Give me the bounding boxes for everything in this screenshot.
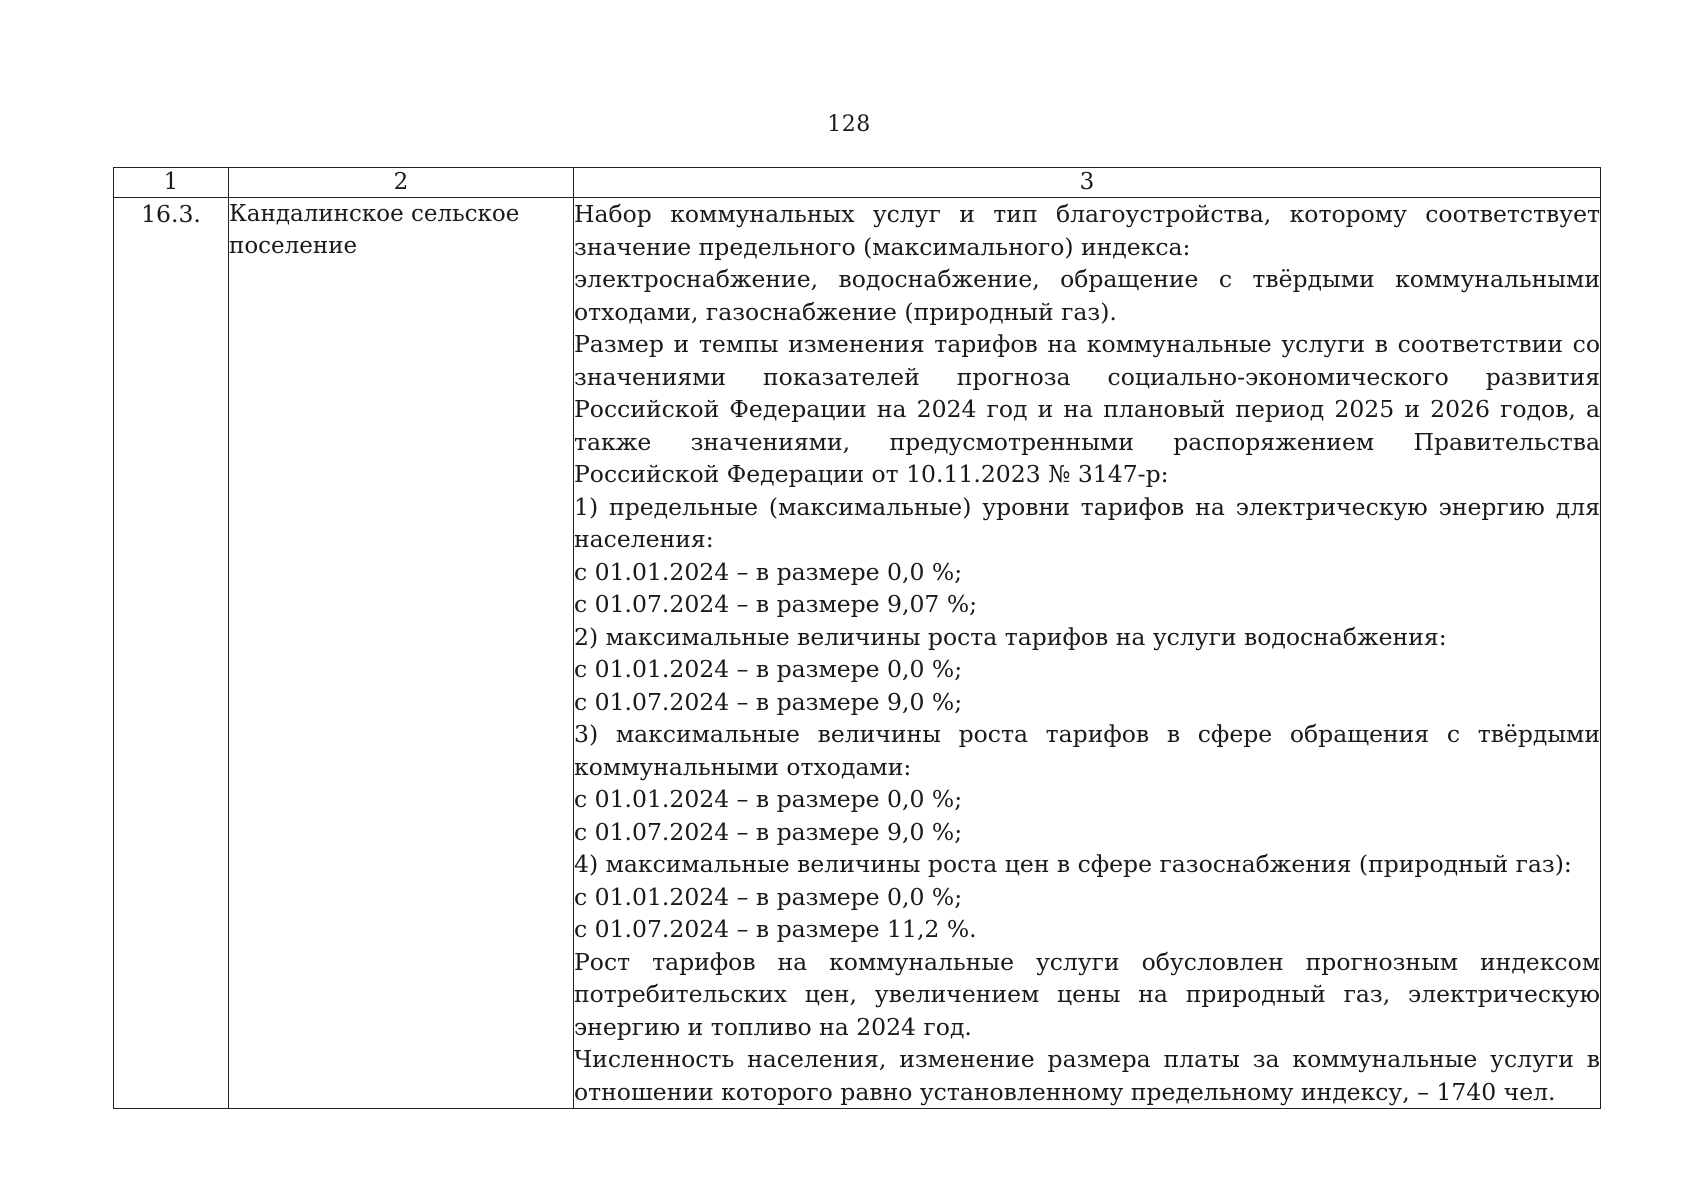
column-header-1: 1 [114,168,229,198]
paragraph-waste-heading: 3) максимальные величины роста тарифов в сфере обращения с твёрдыми коммунальными отходами: [574,720,1600,781]
table-row [114,198,1601,1109]
column-header-2: 2 [229,168,574,198]
row-number: 16.3. [114,198,229,1109]
gas-rate-jul: с 01.07.2024 – в размере 11,2 %. [574,915,977,943]
paragraph-tariff-basis: Размер и темпы изменения тарифов на коммунальные услуги в соответствии со значениями показателей прогноза социально-экономического развития Российской Федерации на 2024 год и на плановый период 2025 и 2026 годов, а также значениями, предусмотренными распоряжением Правительства Российской Федерации от 10.11.2023 № 3147-р: [574,330,1600,488]
waste-rate-jan: с 01.01.2024 – в размере 0,0 %; [574,785,963,813]
paragraph-population: Численность населения, изменение размера платы за коммунальные услуги в отношении которого равно установленному предельному индексу, – 1740 чел. [574,1045,1600,1106]
row-content [574,198,1601,1109]
paragraph-growth-reason: Рост тарифов на коммунальные услуги обусловлен прогнозным индексом потребительских цен, увеличением цены на природный газ, электрическую энергию и топливо на 2024 год. [574,947,1600,1041]
water-rate-jan: с 01.01.2024 – в размере 0,0 %; [574,655,963,683]
column-header-3: 3 [574,168,1601,198]
waste-rate-jul: с 01.07.2024 – в размере 9,0 %; [574,817,963,846]
paragraph-electricity-heading: 1) предельные (максимальные) уровни тарифов на электрическую энергию для населения: [574,492,1600,553]
electricity-rate-jan: с 01.01.2024 – в размере 0,0 %; [574,557,963,586]
electricity-rate-jul: с 01.07.2024 – в размере 9,07 %; [574,590,978,618]
page-number: 128 [827,112,871,137]
paragraph-utility-set-intro: Набор коммунальных услуг и тип благоустройства, которому соответствует значение предельного (максимального) индекса: [574,200,1600,261]
water-rate-jul: с 01.07.2024 – в размере 9,0 %; [574,687,963,716]
paragraph-water-heading: 2) максимальные величины роста тарифов на услуги водоснабжения: [574,622,1447,651]
document-table [113,167,1601,1109]
paragraph-utility-list: электроснабжение, водоснабжение, обращение с твёрдыми коммунальными отходами, газоснабжение (природный газ). [574,265,1600,326]
gas-rate-jan: с 01.01.2024 – в размере 0,0 %; [574,882,963,911]
table-header-row [114,168,1601,198]
settlement-name: Кандалинское сельское поселение [229,198,574,1109]
paragraph-gas-heading: 4) максимальные величины роста цен в сфере газоснабжения (природный газ): [574,850,1572,878]
